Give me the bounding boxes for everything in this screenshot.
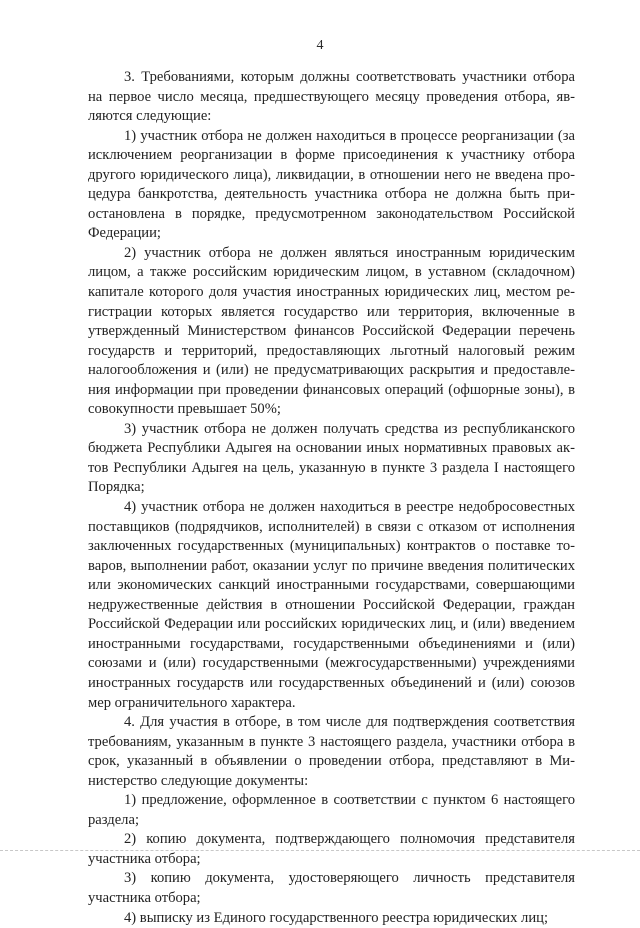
- paragraph-requirement-1: 1) участник отбора не должен находиться в процессе реорганизации (за исключением реорганизации в форме присоединения к участнику отбора другого юридического лица), ликвидации, в отношении него не введена процедура банкротства, деятельность участника отбора не должна быть приостановлена в порядке, предусмотренном законодательством Российской Федерации;: [88, 127, 575, 242]
- paragraph-document-4: 4) выписку из Единого государственного реестра юридических лиц;: [124, 909, 549, 926]
- page-number: 4: [316, 38, 324, 53]
- paragraph-requirement-2: 2) участник отбора не должен являться иностранным юридическим лицом, а также российским юридическим лицом, в уставном (складочном) капитале которого доля участия иностранных юридических лиц, местом регистрации которых является государство или территория, включенные в утвержденный Министерством финансов Российской Федерации перечень государств и территорий, предоставляющих льготный налоговый режим налогообложения и (или) не предусматривающих раскрытия и предоставления информации при проведении финансовых операций (офшорные зоны), в совокупности превышает 50%;: [88, 244, 575, 418]
- paragraph-document-2: 2) копию документа, подтверждающего полномочия представителя участника отбора;: [88, 831, 575, 867]
- document-body: [88, 68, 575, 928]
- paragraph-requirement-4: 4) участник отбора не должен находиться в реестре недобросовестных поставщиков (подрядчиков, исполнителей) в связи с отказом от исполнения заключенных государственных (муниципальных) контрактов о поставке товаров, выполнении работ, оказании услуг по причине введения политических или экономических санкций иностранными государствами, совершающими недружественные действия в отношении Российской Федерации, граждан Российской Федерации или российских юридических лиц, и (или) введением иностранными государствами, государственными объединениями и (или) союзами и (или) государственными (межгосударственными) учреждениями иностранных государств или государственных объединений и (или) союзов мер ограничительного характера.: [88, 499, 575, 711]
- paragraph-requirement-3: 3) участник отбора не должен получать средства из республиканского бюджета Республики Адыгея на основании иных нормативных правовых актов Республики Адыгея на цель, указанную в пункте 3 раздела I настоящего Порядка;: [88, 420, 575, 496]
- paragraph-requirements-intro: 3. Требованиями, которым должны соответствовать участники отбора на первое число месяца, предшествующего месяцу проведения отбора, являются следующие:: [88, 69, 575, 125]
- paragraph-documents-intro: 4. Для участия в отборе, в том числе для подтверждения соответствия требованиям, указанным в пункте 3 настоящего раздела, участники отбора в срок, указанный в объявлении о проведении отбора, представляют в Министерство следующие документы:: [88, 714, 575, 789]
- paragraph-document-3: 3) копию документа, удостоверяющего личность представителя участника отбора;: [88, 870, 575, 906]
- scan-edge-line: [0, 850, 640, 851]
- paragraph-document-1: 1) предложение, оформленное в соответствии с пунктом 6 настоящего раздела;: [88, 792, 575, 828]
